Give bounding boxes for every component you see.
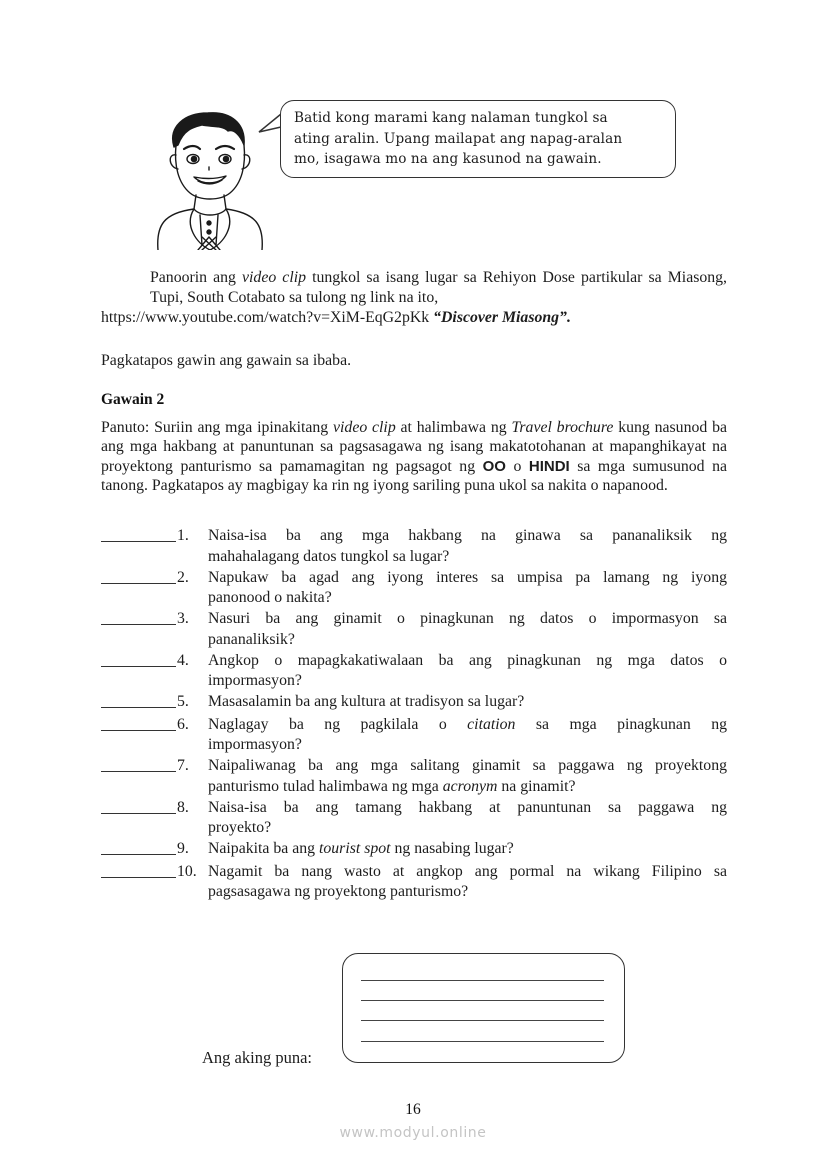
question-item-2: [101, 568, 727, 609]
question-line: impormasyon?: [208, 672, 302, 689]
answer-option-hindi: HINDI: [528, 457, 570, 475]
page-number: 16: [405, 1101, 421, 1118]
comment-line[interactable]: [361, 1041, 604, 1042]
question-line: pagsasagawa ng proyektong panturismo?: [208, 883, 469, 900]
question-line-part: Naipakita ba ang: [208, 840, 319, 857]
question-item-9: [101, 839, 727, 860]
answer-blank[interactable]: [101, 756, 176, 772]
intro-text: tungkol sa isang lugar sa Rehiyon Dose partikular sa Miasong, Tupi, South Cotabato sa tulong ng link na ito,: [150, 269, 727, 306]
question-number: 1.: [177, 527, 189, 544]
directions-italic: video clip: [333, 419, 396, 436]
answer-blank[interactable]: [101, 798, 176, 814]
question-text: [208, 568, 727, 609]
question-item-8: [101, 798, 727, 839]
question-list: [101, 526, 727, 903]
question-text: [208, 526, 727, 567]
speech-line: mo, isagawa mo na ang kasunod na gawain.: [294, 151, 602, 167]
question-text: [208, 651, 727, 692]
comment-line[interactable]: [361, 980, 604, 981]
question-number: 2.: [177, 568, 189, 586]
directions-text: at halimbawa ng: [395, 419, 512, 436]
question-line-part: panturismo tulad halimbawa ng mga: [208, 777, 443, 795]
directions-text: o: [505, 457, 529, 475]
question-text: [208, 798, 727, 839]
speech-bubble: [280, 100, 676, 178]
intro-text: Panoorin ang: [150, 269, 243, 286]
question-text: [208, 756, 727, 797]
answer-blank[interactable]: [101, 692, 176, 708]
question-line: panonood o nakita?: [208, 589, 332, 606]
question-line: [208, 777, 727, 798]
question-text: [208, 609, 727, 650]
answer-blank[interactable]: [101, 862, 176, 878]
question-line: [208, 839, 727, 860]
question-text: [208, 862, 727, 903]
question-item-4: [101, 651, 727, 692]
question-italic-term: acronym: [442, 777, 498, 795]
answer-blank[interactable]: [101, 609, 176, 625]
question-item-10: [101, 862, 727, 903]
question-line-part: ng nasabing lugar?: [390, 840, 514, 857]
video-title: “Discover Miasong”.: [433, 309, 571, 326]
question-line-part: na ginamit?: [497, 777, 576, 795]
question-item-3: [101, 609, 727, 650]
question-italic-term: citation: [467, 715, 516, 733]
speech-line: ating aralin. Upang mailapat ang napag-aralan: [294, 130, 623, 147]
question-line: Naisa-isa ba ang mga hakbang na ginawa sa pananaliksik ng: [208, 527, 727, 544]
question-italic-term: tourist spot: [318, 840, 391, 857]
question-item-1: [101, 526, 727, 567]
question-number: 3.: [177, 610, 189, 627]
question-number: 9.: [177, 840, 189, 857]
comment-box[interactable]: [342, 953, 625, 1063]
question-line: proyekto?: [208, 819, 272, 836]
comment-line[interactable]: [361, 1000, 604, 1001]
question-item-5: [101, 692, 727, 713]
question-number: 5.: [177, 693, 189, 710]
question-line: Nasuri ba ang ginamit o pinagkunan ng datos o impormasyon sa: [208, 610, 727, 627]
question-line-part: sa mga pinagkunan ng: [535, 715, 728, 733]
answer-blank[interactable]: [101, 715, 176, 731]
directions-italic: Travel brochure: [511, 419, 614, 436]
question-number: 7.: [177, 757, 189, 774]
question-number: 4.: [177, 651, 189, 669]
question-line: Angkop o mapagkakatiwalaan ba ang pinagkunan ng mga datos o: [208, 651, 727, 669]
answer-blank[interactable]: [101, 526, 176, 542]
question-text: [208, 715, 727, 756]
directions-text: Panuto: Suriin ang mga ipinakitang: [101, 419, 334, 436]
answer-option-oo: OO: [482, 457, 506, 475]
question-item-7: [101, 756, 727, 797]
student-character-illustration: [150, 105, 270, 250]
directions-text: sa mga sumusunod na tanong. Pagkatapos ay magbigay ka rin ng iyong sariling puna ukol sa nakita o napanood.: [101, 457, 727, 494]
answer-blank[interactable]: [101, 651, 176, 667]
question-line: Naipaliwanag ba ang mga salitang ginamit sa paggawa ng proyektong: [208, 757, 727, 774]
question-line: impormasyon?: [208, 736, 302, 753]
watermark: www.modyul.online: [339, 1125, 487, 1141]
comment-line[interactable]: [361, 1020, 604, 1021]
question-line: [208, 715, 727, 736]
question-number: 6.: [177, 715, 189, 733]
question-number: 8.: [177, 798, 189, 816]
directions-text: kung nasunod ba ang mga hakbang at panuntunan sa pagsasagawa ng isang makatotohanan at mapanghikayat na proyektong panturismo sa pamamagitan ng pagsagot ng: [101, 419, 727, 475]
speech-line: Batid kong marami kang nalaman tungkol sa: [294, 110, 608, 126]
activity-title: Gawain 2: [101, 391, 165, 408]
question-line: Nagamit ba nang wasto at angkop ang pormal na wikang Filipino sa: [208, 862, 727, 880]
question-number: 10.: [177, 862, 197, 880]
question-item-6: [101, 715, 727, 756]
answer-blank[interactable]: [101, 568, 176, 584]
question-line: pananaliksik?: [208, 630, 295, 648]
question-text: [208, 839, 727, 860]
intro-paragraph: [101, 268, 727, 328]
question-line: Masasalamin ba ang kultura at tradisyon sa lugar?: [208, 693, 525, 710]
directions-paragraph: [101, 418, 727, 495]
answer-blank[interactable]: [101, 839, 176, 855]
comment-label: Ang aking puna:: [202, 1048, 312, 1067]
intro-italic-term: video clip: [242, 269, 306, 286]
instruction-text: Pagkatapos gawin ang gawain sa ibaba.: [101, 352, 352, 369]
question-line-part: Naglagay ba ng pagkilala o: [208, 715, 468, 733]
youtube-link[interactable]: https://www.youtube.com/watch?v=XiM-EqG2pKk: [101, 309, 430, 326]
question-text: [208, 692, 727, 713]
question-line: Napukaw ba agad ang iyong interes sa umpisa pa lamang ng iyong: [208, 568, 727, 586]
question-line: Naisa-isa ba ang tamang hakbang at panuntunan sa paggawa ng: [208, 798, 727, 816]
question-line: mahahalagang datos tungkol sa lugar?: [208, 547, 450, 565]
